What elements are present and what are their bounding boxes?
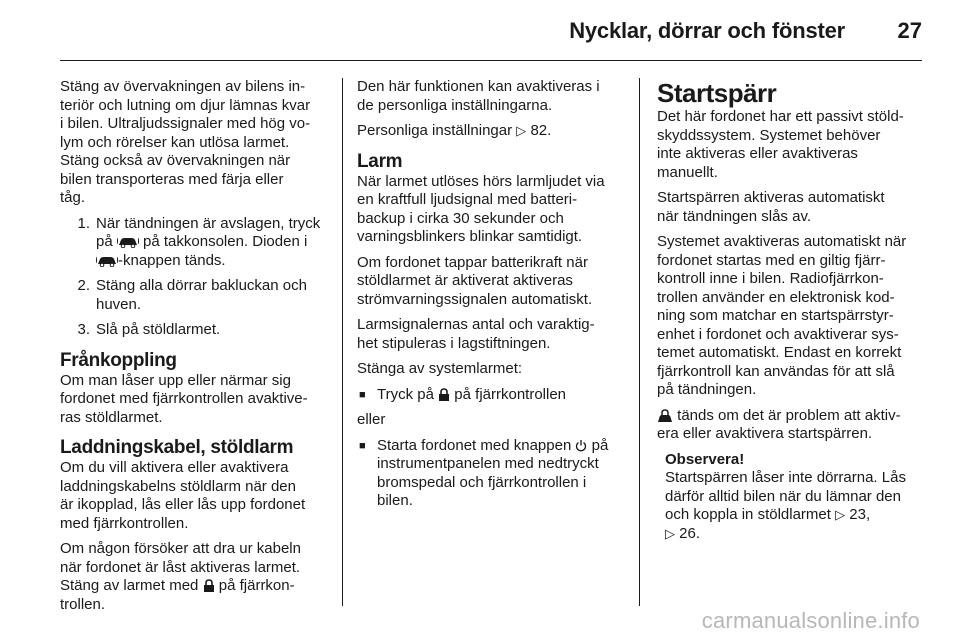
paragraph: Systemet avaktiveras automatiskt när fordonet startas med en giltig fjärr- kontroll inne i bilen. Radiofjärrkon- trollen använder en elektronisk kod- ning som matchar en startspärrstyr- enhet i fordonet och avaktiverar sys- temet automatiskt. Endast en korrekt fjärrkontroll kan användas för att slå på tändningen.	[657, 233, 907, 398]
page-ref-link[interactable]: 23,	[849, 506, 871, 523]
lock-icon	[438, 388, 450, 401]
car-alarm-icon	[96, 255, 118, 267]
paragraph: Personliga inställningar ▷ 82.	[357, 122, 552, 139]
column-divider	[342, 78, 343, 606]
paragraph: Larmsignalernas antal och varaktig- het stipuleras i lagstiftningen.	[357, 316, 595, 352]
paragraph: Startspärren låser inte dörrarna. Lås därför alltid bilen när du lämnar den och koppla in stöldlarmet ▷ 23, ▷ 26.	[665, 469, 906, 542]
section-heading: Laddningskabel, stöldlarm	[60, 437, 294, 458]
page-number: 27	[897, 18, 922, 43]
ref-arrow-icon: ▷	[665, 525, 675, 541]
list-item: 2. Stäng alla dörrar bakluckan och huven.	[77, 277, 307, 313]
paragraph: Om någon försöker att dra ur kabeln när fordonet är låst aktiveras larmet. Stäng av larmet med på fjärrkon- trollen.	[60, 540, 301, 613]
bullet-icon: ■	[359, 388, 366, 401]
list-item: 3. Slå på stöldlarmet.	[77, 321, 221, 338]
list-item: ■ Tryck på på fjärrkontrollen	[359, 385, 567, 403]
paragraph: Startspärren aktiveras automatiskt när tändningen slås av.	[657, 189, 885, 225]
note-heading: Observera!	[665, 450, 745, 468]
section-heading: Larm	[357, 150, 403, 172]
column-1	[60, 78, 328, 621]
paragraph: Det här fordonet har ett passivt stöld- skyddssystem. Systemet behöver inte aktiveras eller avaktiveras manuellt.	[657, 108, 904, 181]
immobilizer-icon	[657, 409, 673, 422]
car-alarm-icon	[117, 236, 139, 248]
page-ref-link[interactable]: 82.	[530, 122, 552, 139]
paragraph: Om fordonet tappar batterikraft när stöldlarmet är aktiverat aktiveras strömvarningssignalen automatiskt.	[357, 253, 593, 308]
ref-arrow-icon: ▷	[835, 507, 846, 522]
column-3	[657, 78, 925, 550]
bullet-icon: ■	[359, 439, 366, 452]
section-heading: Startspärr	[657, 78, 777, 108]
paragraph: Om man låser upp eller närmar sig fordonet med fjärrkontrollen avaktive- ras stöldlarmet.	[60, 371, 308, 426]
section-heading: Frånkoppling	[60, 349, 177, 371]
watermark: carmanualsonline.info	[701, 608, 920, 633]
note-box	[657, 451, 925, 544]
power-icon	[575, 439, 587, 452]
paragraph: När larmet utlöses hörs larmljudet via en kraftfull ljudsignal med batteri- backup i cirka 30 sekunder och varningsblinkers blinkar samtidigt.	[357, 172, 605, 245]
paragraph: Den här funktionen kan avaktiveras i de personliga inställningarna.	[357, 78, 600, 114]
column-divider	[639, 78, 640, 606]
paragraph: tänds om det är problem att aktiv- era eller avaktivera startspärren.	[657, 406, 901, 442]
paragraph: Stänga av systemlarmet:	[357, 360, 523, 377]
page-title: Nycklar, dörrar och fönster	[569, 18, 845, 43]
paragraph: Om du vill aktivera eller avaktivera laddningskabelns stöldlarm när den är ikopplad, lås eller lås upp fordonet med fjärrkontrollen.	[60, 459, 306, 532]
intro-paragraph: Stäng av övervakningen av bilens in- teriör och lutning om djur lämnas kvar i bilen. Ultraljudssignaler med hög vo- lym och rörelser kan utlösa larmet. Stäng också av övervakningen när bilen transporteras med färja eller tåg.	[60, 78, 311, 206]
list-item: 1. När tändningen är avslagen, tryck på på takkonsolen. Dioden i -knappen tänds.	[77, 214, 321, 269]
header-divider	[60, 60, 922, 61]
column-2	[357, 78, 627, 518]
list-item: ■ Starta fordonet med knappen på instrumentpanelen med nedtryckt bromspedal och fjärrkontrollen i bilen.	[359, 436, 609, 509]
ref-arrow-icon: ▷	[516, 123, 527, 138]
paragraph: eller	[357, 411, 386, 428]
lock-icon	[203, 579, 215, 592]
page-ref-link[interactable]: 26.	[679, 524, 701, 542]
